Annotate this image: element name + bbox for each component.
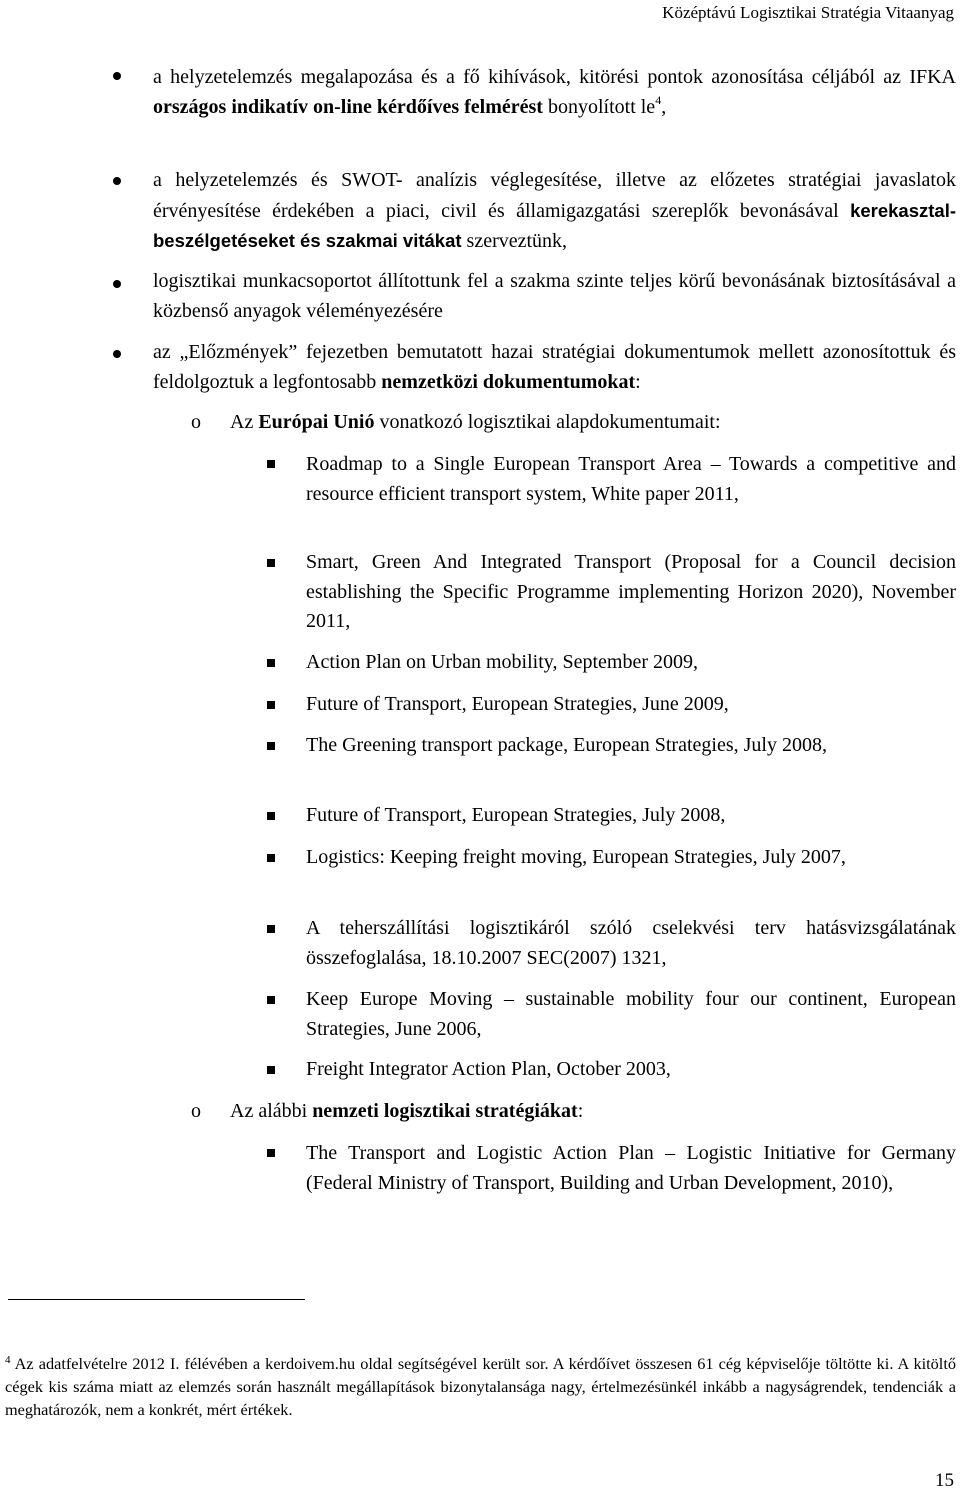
- circle-bullet-icon: o: [191, 1100, 201, 1122]
- eu-doc-item: A teherszállítási logisztikáról szóló cselekvési terv hatásvizsgálatának összefoglalása, 18.10.2007 SEC(2007) 1321,: [306, 917, 956, 969]
- eu-doc-item: Roadmap to a Single European Transport Area – Towards a competitive and resource efficient transport system, White paper 2011,: [306, 453, 956, 505]
- square-bullet-icon: [267, 460, 275, 468]
- footnote: [5, 1349, 956, 1421]
- eu-doc-item: Future of Transport, European Strategies, July 2008,: [306, 804, 726, 826]
- eu-doc-item: The Greening transport package, European Strategies, July 2008,: [306, 734, 827, 756]
- square-bullet-icon: [267, 659, 275, 667]
- footnote-reference[interactable]: 4: [655, 92, 662, 107]
- footnote-number: 4: [5, 1354, 11, 1366]
- footnote-separator: [8, 1299, 305, 1300]
- national-doc-item: The Transport and Logistic Action Plan – Logistic Initiative for Germany (Federal Ministry of Transport, Building and Urban Development, 2010),: [306, 1142, 956, 1194]
- footnote-text: Az adatfelvételre 2012 I. félévében a kerdoivem.hu oldal segítségével került sor. A kérdőívet összesen 61 cég képviselője töltötte ki. A kitöltő cégek kis száma miatt az elemzés során használt megállapítások bizonytalansága nagy, értelmezésünkél inkább a nagyságrendek, tendenciák a meghatározók, nem a konkrét, mért értékek.: [5, 1354, 956, 1419]
- square-bullet-icon: [267, 854, 275, 862]
- eu-doc-item: Keep Europe Moving – sustainable mobility four our continent, European Strategies, June 2006,: [306, 988, 956, 1040]
- square-bullet-icon: [267, 559, 275, 567]
- bullet-item-international-docs: az „Előzmények” fejezetben bemutatott hazai stratégiai dokumentumok mellett azonosítottuk és feldolgoztuk a legfontosabb nemzetközi dokumentumokat:: [153, 341, 956, 393]
- bullet-icon: [113, 280, 121, 288]
- sublist-eu-heading: Az Európai Unió vonatkozó logisztikai alapdokumentumait:: [230, 411, 721, 433]
- eu-doc-item: Action Plan on Urban mobility, September 2009,: [306, 651, 698, 673]
- eu-doc-item: Future of Transport, European Strategies, June 2009,: [306, 693, 729, 715]
- square-bullet-icon: [267, 1149, 275, 1157]
- square-bullet-icon: [267, 701, 275, 709]
- bullet-item-ifka-survey: a helyzetelemzés megalapozása és a fő kihívások, kitörési pontok azonosítása céljából az IFKA országos indikatív on-line kérdőíves felmérést bonyolított le$^4$,: [153, 66, 956, 118]
- square-bullet-icon: [267, 812, 275, 820]
- bullet-icon: [113, 177, 121, 185]
- bullet-icon: [113, 72, 121, 80]
- page-number: 15: [935, 1470, 954, 1491]
- square-bullet-icon: [267, 1066, 275, 1074]
- running-header: Középtávú Logisztikai Stratégia Vitaanyag: [662, 3, 954, 22]
- bullet-icon: [113, 350, 121, 358]
- eu-doc-item: Logistics: Keeping freight moving, European Strategies, July 2007,: [306, 846, 846, 868]
- eu-doc-item: Freight Integrator Action Plan, October 2003,: [306, 1058, 671, 1080]
- bullet-item-roundtables: a helyzetelemzés és SWOT- analízis véglegesítése, illetve az előzetes stratégiai javaslatok érvényesítése érdekében a piaci, civil és államigazgatási szereplők bevonásával kerekasztal-beszélgetéseket és szakmai vitákat szerveztünk,: [153, 169, 956, 252]
- circle-bullet-icon: o: [191, 411, 201, 433]
- bullet-item-working-group: logisztikai munkacsoportot állítottunk fel a szakma szinte teljes körű bevonásának biztosításával a közbenső anyagok véleményezésére: [153, 270, 956, 322]
- eu-doc-item: Smart, Green And Integrated Transport (Proposal for a Council decision establishing the Specific Programme implementing Horizon 2020), November 2011,: [306, 551, 956, 632]
- sublist-national-heading: Az alábbi nemzeti logisztikai stratégiákat:: [230, 1100, 584, 1122]
- square-bullet-icon: [267, 925, 275, 933]
- square-bullet-icon: [267, 742, 275, 750]
- square-bullet-icon: [267, 996, 275, 1004]
